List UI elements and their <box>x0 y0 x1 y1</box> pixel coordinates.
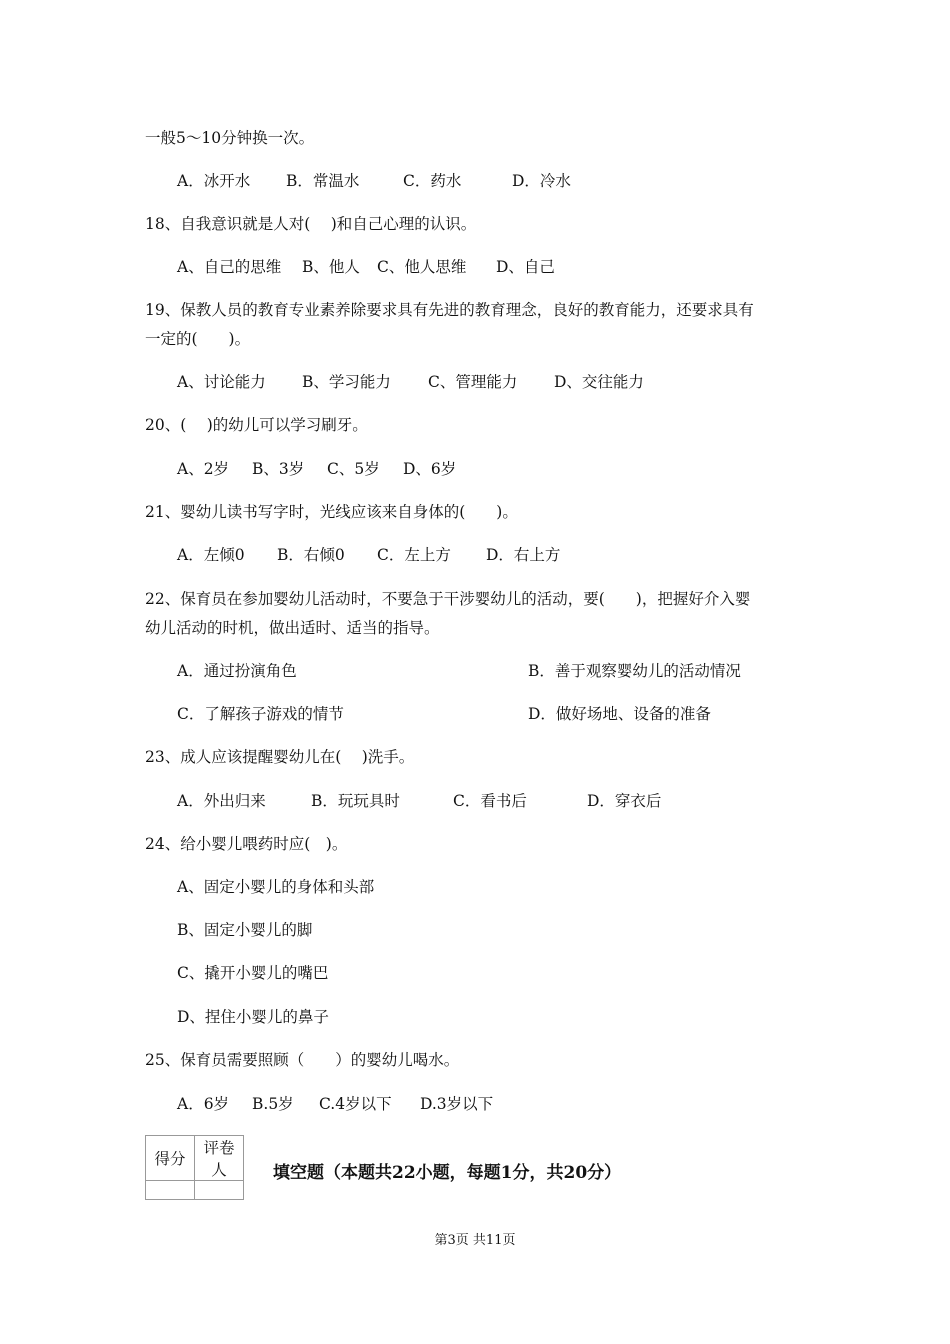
q21-option-c: C．左上方 <box>377 546 451 564</box>
q22-text-line2: 幼儿活动的时机，做出适时、适当的指导。 <box>145 619 440 637</box>
q23-option-b: B．玩玩具时 <box>311 792 400 810</box>
q20-option-d: D、6岁 <box>403 460 457 478</box>
q20-option-b: B、3岁 <box>252 460 305 478</box>
q22-option-a: A．通过扮演角色 <box>177 662 297 680</box>
q17-option-d: D．冷水 <box>512 172 571 190</box>
q18-option-b: B、他人 <box>302 258 360 276</box>
q25-option-d: D.3岁以下 <box>420 1095 494 1113</box>
q18-option-d: D、自己 <box>496 258 555 276</box>
question-continuation: 一般5～10分钟换一次。 <box>145 129 315 147</box>
q19-text-line1: 19、保教人员的教育专业素养除要求具有先进的教育理念，良好的教育能力，还要求具有 <box>145 301 754 319</box>
q25-option-a: A．6岁 <box>177 1095 230 1113</box>
q17-option-c: C．药水 <box>403 172 462 190</box>
q21-option-d: D．右上方 <box>486 546 561 564</box>
q24-text: 24、给小婴儿喂药时应( )。 <box>145 835 348 853</box>
q17-option-a: A．冰开水 <box>177 172 251 190</box>
q22-text-line1: 22、保育员在参加婴幼儿活动时，不要急于干涉婴幼儿的活动，要( )，把握好介入婴 <box>145 590 751 608</box>
q24-option-a: A、固定小婴儿的身体和头部 <box>177 878 375 896</box>
q25-option-b: B.5岁 <box>252 1095 294 1113</box>
score-cell <box>146 1181 195 1200</box>
q19-option-b: B、学习能力 <box>302 373 391 391</box>
q19-option-c: C、管理能力 <box>428 373 518 391</box>
grader-cell <box>195 1181 244 1200</box>
q20-text: 20、( )的幼儿可以学习刷牙。 <box>145 416 368 434</box>
q20-option-a: A、2岁 <box>177 460 230 478</box>
score-table <box>145 1135 244 1200</box>
q19-option-d: D、交往能力 <box>554 373 644 391</box>
q23-option-d: D．穿衣后 <box>587 792 662 810</box>
q22-option-c: C．了解孩子游戏的情节 <box>177 705 344 723</box>
section-title: 填空题（本题共22小题，每题1分，共20分） <box>273 1163 622 1183</box>
q21-option-a: A．左倾0 <box>177 546 245 564</box>
q23-text: 23、成人应该提醒婴幼儿在( )洗手。 <box>145 748 415 766</box>
q23-option-c: C．看书后 <box>453 792 527 810</box>
q22-option-d: D．做好场地、设备的准备 <box>528 705 711 723</box>
q21-option-b: B．右倾0 <box>277 546 345 564</box>
score-header: 得分 <box>146 1136 195 1181</box>
q23-option-a: A．外出归来 <box>177 792 266 810</box>
q18-option-a: A、自己的思维 <box>177 258 282 276</box>
q18-option-c: C、他人思维 <box>377 258 467 276</box>
q20-option-c: C、5岁 <box>327 460 380 478</box>
q24-option-b: B、固定小婴儿的脚 <box>177 921 313 939</box>
grader-header: 评卷人 <box>195 1136 244 1181</box>
q22-option-b: B．善于观察婴幼儿的活动情况 <box>528 662 741 680</box>
q19-option-a: A、讨论能力 <box>177 373 266 391</box>
q24-option-c: C、撬开小婴儿的嘴巴 <box>177 964 329 982</box>
q18-text: 18、自我意识就是人对( )和自己心理的认识。 <box>145 215 477 233</box>
q24-option-d: D、捏住小婴儿的鼻子 <box>177 1008 329 1026</box>
q25-option-c: C.4岁以下 <box>319 1095 392 1113</box>
q19-text-line2: 一定的( )。 <box>145 330 251 348</box>
q17-option-b: B．常温水 <box>286 172 360 190</box>
q21-text: 21、婴幼儿读书写字时，光线应该来自身体的( )。 <box>145 503 518 521</box>
page-footer: 第3页 共11页 <box>434 1233 516 1248</box>
q25-text: 25、保育员需要照顾（ ）的婴幼儿喝水。 <box>145 1051 460 1069</box>
